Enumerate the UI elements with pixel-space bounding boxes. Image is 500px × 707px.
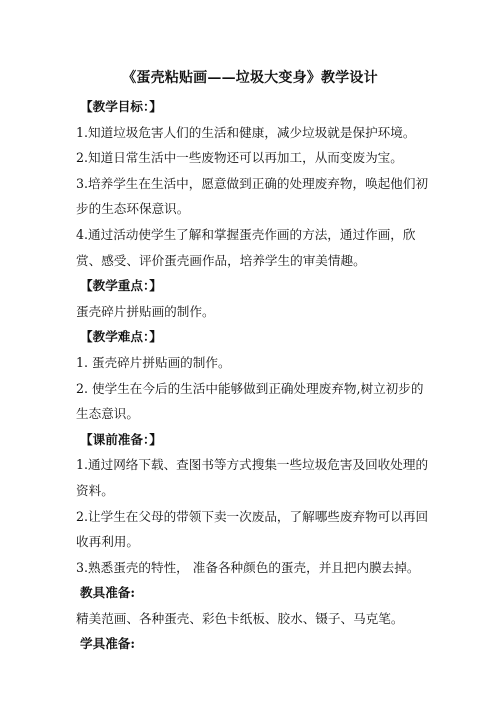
section-heading-teacher-tools: 教具准备:	[80, 585, 136, 601]
section-heading-student-tools: 学具准备:	[80, 636, 136, 652]
preparation-item-1: 1.通过网络下载、查图书等方式搜集一些垃圾危害及回收处理的资料。	[76, 457, 429, 498]
section-heading-goals: 【教学目标：】	[80, 99, 162, 114]
document-body	[76, 94, 436, 657]
goal-item-3: 3.培养学生在生活中，愿意做到正确的处理废弃物，唤起他们初步的生态环保意识。	[76, 175, 429, 217]
teacher-tools-item-1: 精美范画、各种蛋壳、彩色卡纸板、胶水、镊子、马克笔。	[76, 610, 404, 626]
preparation-item-3: 3.熟悉蛋壳的特性， 准备各种颜色的蛋壳，并且把内膜去掉。	[76, 559, 420, 575]
goal-item-1: 1.知道垃圾危害人们的生活和健康，减少垃圾就是保护环境。	[76, 124, 416, 140]
difficulty-item-2: 2. 使学生在今后的生活中能够做到正确处理废弃物,树立初步的生态意识。	[76, 380, 424, 422]
section-heading-difficulties: 【教学难点：】	[80, 329, 162, 345]
section-heading-preparation: 【课前准备：】	[80, 431, 162, 447]
preparation-item-2: 2.让学生在父母的带领下卖一次废品，了解哪些废弃物可以再回收再利用。	[76, 508, 429, 550]
goal-item-2: 2.知道日常生活中一些废物还可以再加工，从而变废为宝。	[76, 150, 403, 166]
goal-item-4: 4.通过活动使学生了解和掌握蛋壳作画的方法，通过作画，欣赏、感受、评价蛋壳画作品，培养学生的审美情趣。	[76, 226, 416, 268]
key-point-item-1: 蛋壳碎片拼贴画的制作。	[76, 303, 215, 319]
difficulty-item-1: 1. 蛋壳碎片拼贴画的制作。	[76, 354, 231, 370]
document-title: 《蛋壳粘贴画——垃圾大变身》教学设计	[122, 70, 378, 86]
section-heading-key-points: 【教学重点：】	[80, 278, 162, 294]
